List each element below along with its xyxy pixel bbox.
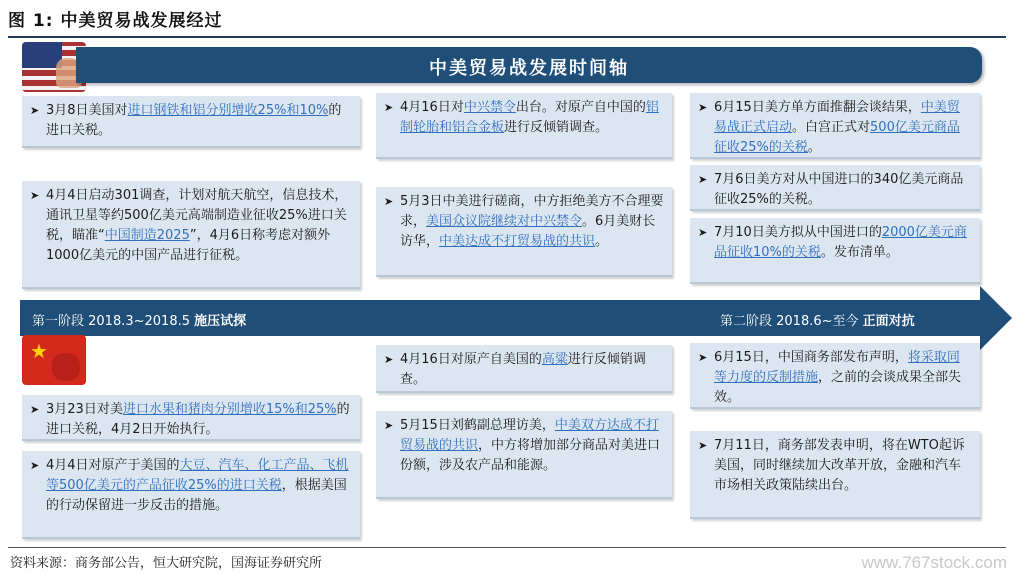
us-event-card-1 [22,96,360,148]
cn-event-text-2: ➤ 4月4日对原产于美国的大豆、汽车、化工产品、飞机等500亿美元的产品征收25%的进口关税，根据美国的行动保留进一步反击的措施。 [32,456,352,516]
us-event-card-6 [690,165,980,211]
cn-event-text-5: ➤ 6月15日，中国商务部发布声明，将采取同等力度的反制措施，之前的会谈成果全部失效。 [700,348,972,408]
timeline-banner [76,47,982,83]
cn-event-link-1[interactable]: 进口水果和猪肉分别增收15%和25% [122,402,337,417]
cn-event-link-2[interactable]: 大豆、汽车、化工产品、飞机等500亿美元的产品征收25%的进口关税 [46,458,349,493]
cn-event-text-1: ➤ 3月23日对美进口水果和猪肉分别增收15%和25%的进口关税，4月2日开始执行。 [32,400,352,440]
us-event-card-3 [376,93,672,159]
china-flag-icon: ★ [22,335,86,385]
us-event-link-4b[interactable]: 中美达成不打贸易战的共识 [439,234,596,249]
us-event-text-5: ➤ 6月15日美方单方面推翻会谈结果，中美贸易战正式启动。白宫正式对500亿美元商品征收25%的关税。 [700,98,972,158]
banner-title: 中美贸易战发展时间轴 [429,58,629,79]
cn-event-card-1 [22,395,360,441]
us-event-text-4: ➤ 5月3日中美进行磋商，中方拒绝美方不合理要求，美国众议院继续对中兴禁令。6月美财长访华，中美达成不打贸易战的共识。 [386,192,664,252]
source-rule [8,547,1006,548]
us-event-text-6: ➤ 7月6日美方对从中国进口的340亿美元商品征收25%的关税。 [700,170,972,210]
us-event-link-4a[interactable]: 美国众议院继续对中兴禁令 [426,214,583,229]
watermark-text: www.767stock.com [861,553,1007,572]
us-event-text-3: ➤ 4月16日对中兴禁令出台。对原产自中国的铝制轮胎和铝合金板进行反倾销调查。 [386,98,664,138]
cn-event-card-4 [376,411,672,499]
cn-event-card-3 [376,345,672,393]
stage-one-label: 第一阶段 2018.3~2018.5 施压试探 [32,314,247,329]
stage-two-label: 第二阶段 2018.6~至今 正面对抗 [720,314,915,329]
us-event-card-4 [376,187,672,277]
cn-event-card-5 [690,343,980,409]
cn-event-text-3: ➤ 4月16日对原产自美国的高粱进行反倾销调查。 [386,350,664,390]
us-event-link-5b[interactable]: 500亿美元商品征收25%的关税 [714,120,960,155]
us-event-link-3b[interactable]: 铝制轮胎和铝合金板 [400,100,659,135]
figure-title: 图 1: 中美贸易战发展经过 [8,11,223,31]
us-event-card-2 [22,181,360,289]
us-event-text-2: ➤ 4月4日启动301调查，计划对航天航空，信息技术，通讯卫星等约500亿美元高端制造业征收25%进口关税，瞄准“中国制造2025”，4月6日称考虑对额外1000亿美元的中国产品进行征税。 [32,186,352,266]
source-note: 资料来源：商务部公告，恒大研究院，国海证券研究所 [10,556,323,571]
title-rule [8,36,1006,38]
cn-event-link-5[interactable]: 将采取同等力度的反制措施 [714,350,960,385]
cn-event-link-4[interactable]: 中美双方达成不打贸易战的共识 [400,418,659,453]
cn-event-text-4: ➤ 5月15日刘鹤副总理访美，中美双方达成不打贸易战的共识，中方将增加部分商品对美进口份额，涉及农产品和能源。 [386,416,664,476]
us-event-card-5 [690,93,980,159]
cn-event-link-3[interactable]: 高粱 [541,352,568,367]
us-event-text-1: ➤ 3月8日美国对进口钢铁和铝分别增收25%和10%的进口关税。 [32,101,352,141]
cn-event-card-2 [22,451,360,539]
cn-event-card-6 [690,431,980,519]
us-event-text-7: ➤ 7月10日美方拟从中国进口的2000亿美元商品征收10%的关税。发布清单。 [700,223,972,263]
us-event-link-2[interactable]: 中国制造2025 [104,228,190,243]
us-event-link-1[interactable]: 进口钢铁和铝分别增收25%和10% [127,103,329,118]
us-event-link-5a[interactable]: 中美贸易战正式启动 [714,100,960,135]
us-event-card-7 [690,218,980,284]
cn-event-text-6: ➤ 7月11日，商务部发表申明，将在WTO起诉美国，同时继续加大改革开放，金融和汽车市场相关政策陆续出台。 [700,436,972,496]
us-event-link-7[interactable]: 2000亿美元商品征收10%的关税 [714,225,967,260]
us-event-link-3a[interactable]: 中兴禁令 [463,100,516,115]
